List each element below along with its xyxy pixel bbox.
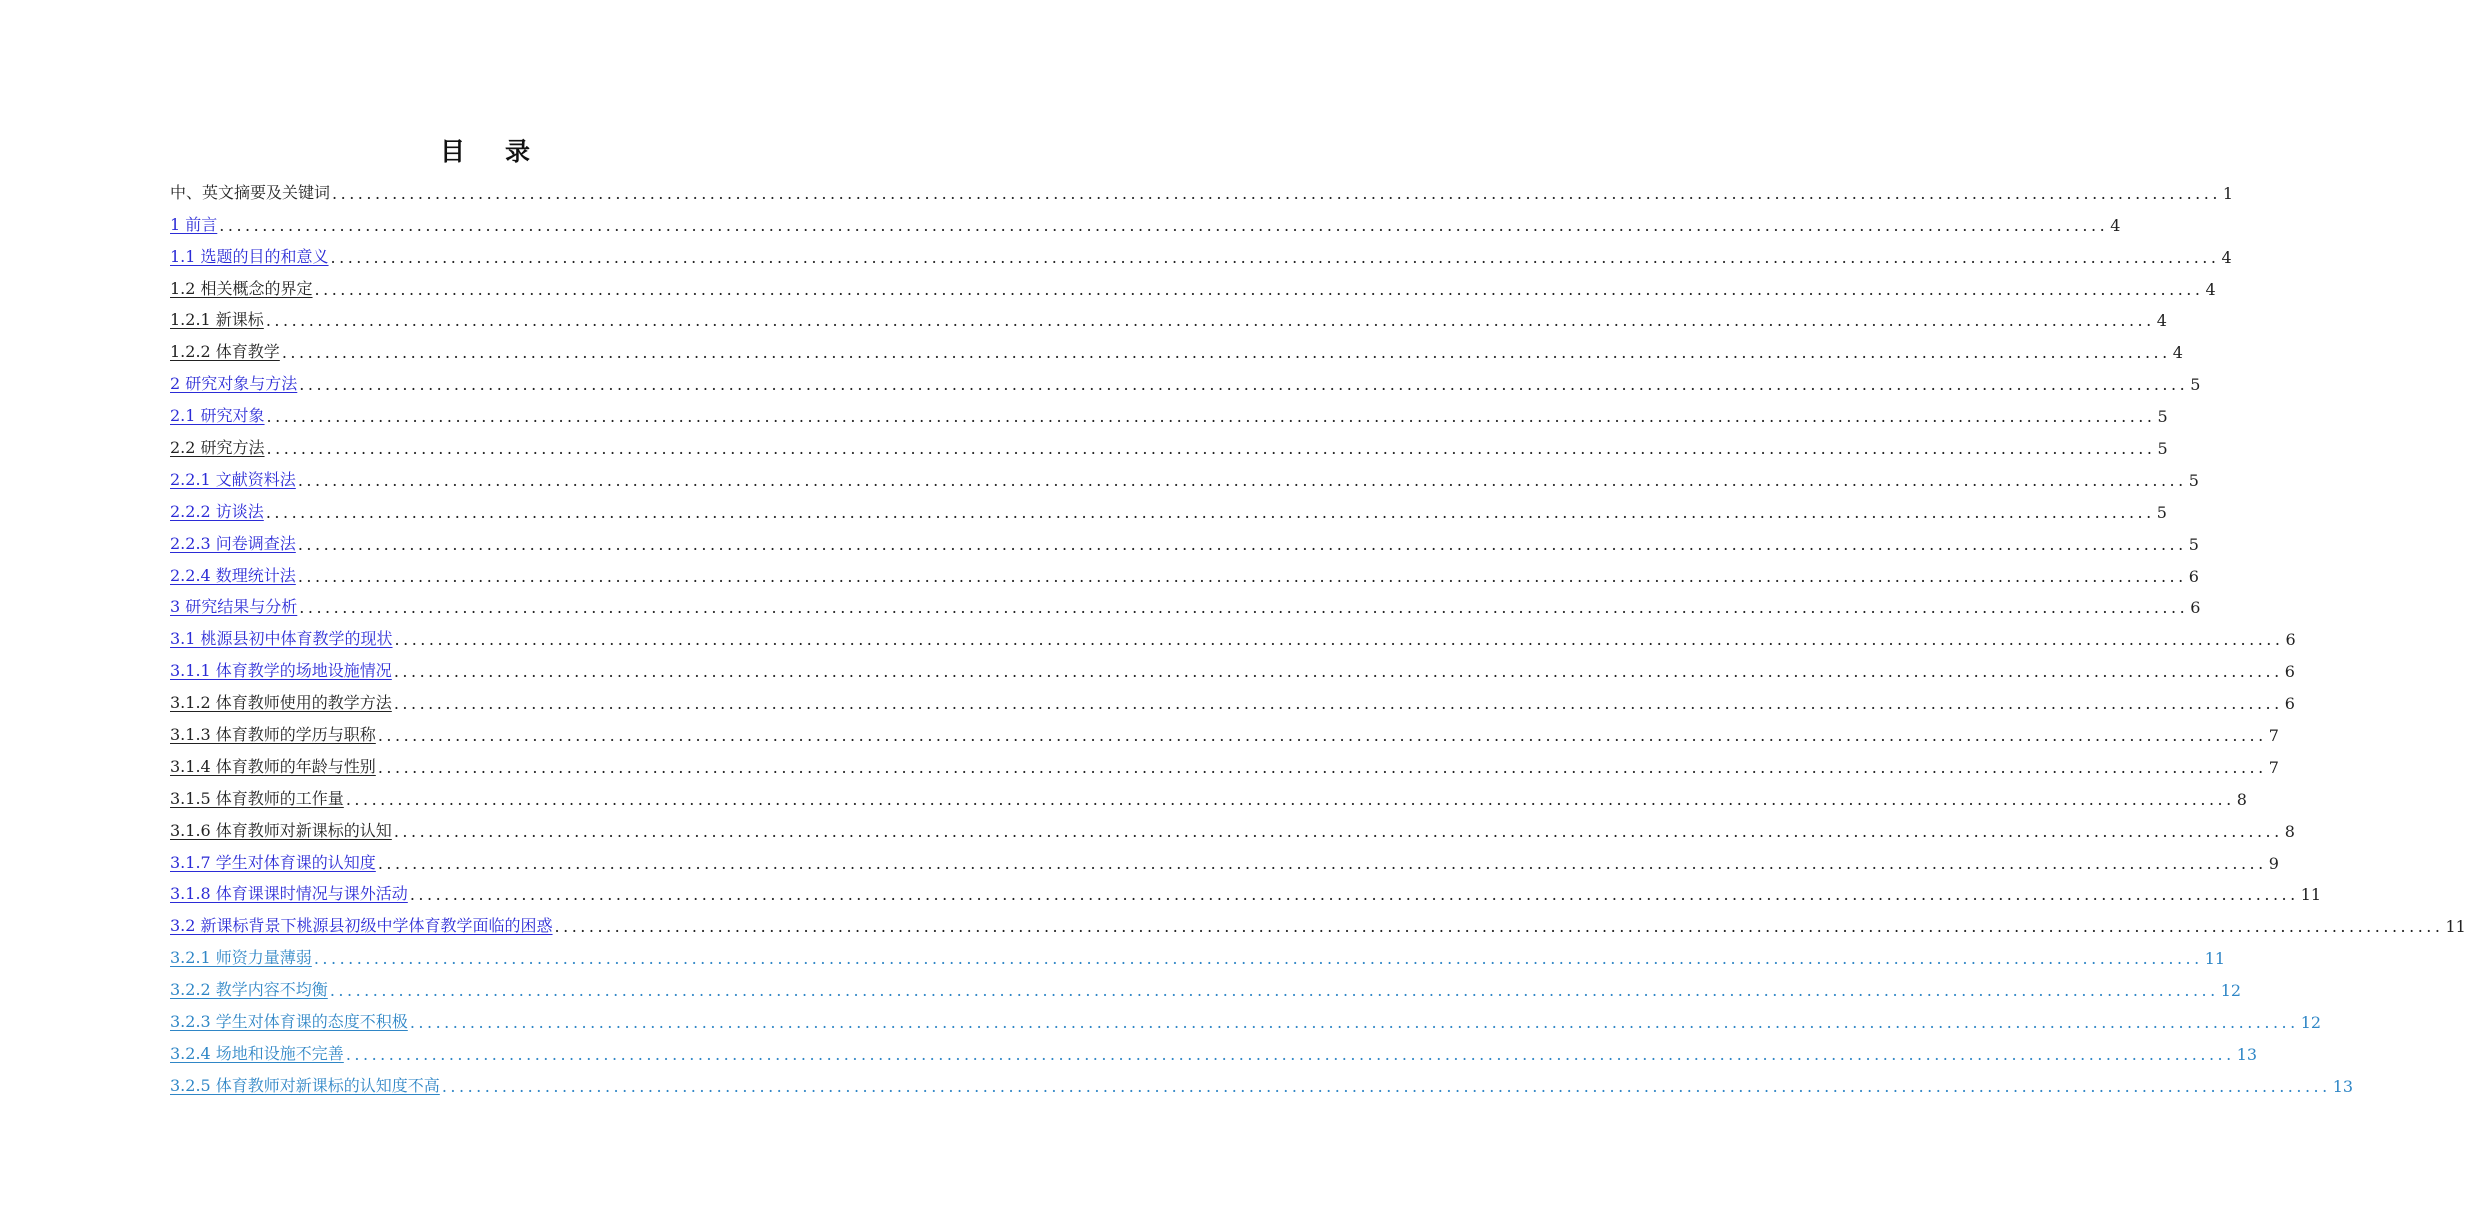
toc-entry-label[interactable]: 2.2.2 访谈法 <box>170 501 264 521</box>
toc-page-number: 6 <box>2285 630 2296 650</box>
toc-entry-label[interactable]: 2.2 研究方法 <box>170 438 265 458</box>
toc-page-number: 9 <box>2268 853 2279 873</box>
toc-entry-label: 中、英文摘要及关键词 <box>170 182 331 202</box>
toc-entry-label[interactable]: 3.1 桃源县初中体育教学的现状 <box>170 629 393 649</box>
toc-entry-label[interactable]: 1.2.2 体育教学 <box>170 342 280 362</box>
toc-dot-leader: ............................................................................................................................................................................................................................ <box>219 215 2109 235</box>
toc-entry-label[interactable]: 3 研究结果与分析 <box>170 597 298 617</box>
toc-entry-label[interactable]: 3.1.4 体育教师的年龄与性别 <box>170 756 376 776</box>
toc-entry[interactable] <box>170 1000 2322 1033</box>
toc-entry[interactable] <box>170 235 2232 267</box>
toc-page-number: 6 <box>2284 694 2295 714</box>
page-title: 目录 <box>439 137 570 166</box>
toc-page-number: 5 <box>2190 375 2201 395</box>
toc-page-number: 4 <box>2172 343 2183 363</box>
toc-page-number: 1 <box>2222 183 2234 203</box>
toc-dot-leader: ............................................................................................................................................................................................................................ <box>377 726 2267 746</box>
toc-entry[interactable] <box>170 299 2167 331</box>
toc-dot-leader: ............................................................................................................................................................................................................................ <box>330 247 2220 267</box>
toc-entry[interactable] <box>170 777 2247 809</box>
toc-page-number: 11 <box>2204 949 2226 969</box>
toc-page-number: 12 <box>2300 1013 2322 1033</box>
toc-dot-leader: ............................................................................................................................................................................................................................ <box>281 343 2171 363</box>
toc-entry-label[interactable]: 2 研究对象与方法 <box>170 374 298 394</box>
toc-entry-label[interactable]: 3.1.6 体育教师对新课标的认知 <box>170 820 392 840</box>
toc-dot-leader: ............................................................................................................................................................................................................................ <box>377 853 2267 873</box>
toc-entry[interactable] <box>170 745 2279 777</box>
toc-entry[interactable] <box>170 904 2466 937</box>
toc-entry[interactable] <box>170 649 2295 682</box>
toc-entry[interactable] <box>170 586 2201 618</box>
table-of-contents <box>170 171 2466 1096</box>
toc-entry-label[interactable]: 3.1.3 体育教师的学历与职称 <box>170 725 376 745</box>
toc-dot-leader: ............................................................................................................................................................................................................................ <box>313 949 2203 969</box>
toc-entry[interactable] <box>170 394 2168 427</box>
toc-page-number: 4 <box>2156 311 2167 331</box>
toc-entry[interactable] <box>170 713 2279 746</box>
toc-dot-leader: ............................................................................................................................................................................................................................ <box>393 694 2283 714</box>
toc-entry-label[interactable]: 1.1 选题的目的和意义 <box>170 246 329 266</box>
toc-page-number: 8 <box>2236 789 2247 809</box>
toc-entry-label[interactable]: 3.1.8 体育课课时情况与课外活动 <box>170 884 408 904</box>
toc-page-number: 6 <box>2190 598 2201 618</box>
toc-entry[interactable] <box>170 873 2322 905</box>
toc-entry-label[interactable]: 3.2.3 学生对体育课的态度不积极 <box>170 1012 408 1032</box>
toc-page-number: 5 <box>2188 534 2199 554</box>
toc-dot-leader: ............................................................................................................................................................................................................................ <box>299 598 2189 618</box>
toc-entry-label[interactable]: 3.1.1 体育教学的场地设施情况 <box>170 661 392 681</box>
toc-page-number: 13 <box>2236 1044 2258 1064</box>
toc-entry-label[interactable]: 3.2.4 场地和设施不完善 <box>170 1043 344 1063</box>
toc-dot-leader: ............................................................................................................................................................................................................................ <box>377 757 2267 777</box>
toc-page-number: 7 <box>2268 757 2279 777</box>
toc-entry-label[interactable]: 3.1.5 体育教师的工作量 <box>170 788 344 808</box>
toc-entry-label[interactable]: 2.2.4 数理统计法 <box>170 565 296 585</box>
toc-page-number: 8 <box>2284 821 2295 841</box>
toc-entry[interactable] <box>170 554 2199 586</box>
toc-entry-label[interactable]: 3.1.2 体育教师使用的教学方法 <box>170 693 392 713</box>
toc-dot-leader: ............................................................................................................................................................................................................................ <box>297 566 2187 586</box>
toc-entry-label[interactable]: 1.2.1 新课标 <box>170 310 264 330</box>
toc-dot-leader: ............................................................................................................................................................................................................................ <box>265 502 2155 522</box>
toc-page-number: 5 <box>2188 470 2199 490</box>
toc-dot-leader: ............................................................................................................................................................................................................................ <box>297 534 2187 554</box>
toc-page-number: 4 <box>2221 247 2232 267</box>
toc-dot-leader: ............................................................................................................................................................................................................................ <box>409 1013 2299 1033</box>
toc-entry-label[interactable]: 3.2 新课标背景下桃源县初级中学体育教学面临的困惑 <box>170 916 553 936</box>
toc-entry <box>170 171 2234 203</box>
toc-entry-label[interactable]: 3.1.7 学生对体育课的认知度 <box>170 852 376 872</box>
toc-entry[interactable] <box>170 809 2295 841</box>
toc-entry[interactable] <box>170 617 2296 650</box>
toc-page-number: 6 <box>2284 662 2295 682</box>
toc-entry[interactable] <box>170 681 2295 714</box>
toc-entry[interactable] <box>170 841 2279 873</box>
toc-entry[interactable] <box>170 1064 2354 1096</box>
toc-dot-leader: ............................................................................................................................................................................................................................ <box>329 981 2219 1001</box>
toc-dot-leader: ............................................................................................................................................................................................................................ <box>314 279 2204 299</box>
toc-page-number: 5 <box>2157 407 2168 427</box>
toc-dot-leader: ............................................................................................................................................................................................................................ <box>345 1044 2235 1064</box>
toc-dot-leader: ............................................................................................................................................................................................................................ <box>393 821 2283 841</box>
toc-dot-leader: ............................................................................................................................................................................................................................ <box>297 470 2187 490</box>
toc-page-number: 7 <box>2268 726 2279 746</box>
toc-entry[interactable] <box>170 522 2199 554</box>
toc-page-number: 5 <box>2157 439 2168 459</box>
toc-entry-label[interactable]: 1.2 相关概念的界定 <box>170 278 313 298</box>
toc-entry[interactable] <box>170 968 2242 1001</box>
toc-entry-label[interactable]: 2.2.3 问卷调查法 <box>170 533 296 553</box>
toc-entry-label[interactable]: 3.2.1 师资力量薄弱 <box>170 948 312 968</box>
toc-entry-label[interactable]: 3.2.2 教学内容不均衡 <box>170 980 328 1000</box>
toc-dot-leader: ............................................................................................................................................................................................................................ <box>265 311 2155 331</box>
toc-page-number: 5 <box>2156 502 2167 522</box>
toc-page-number: 12 <box>2220 981 2242 1001</box>
toc-entry[interactable] <box>170 426 2168 459</box>
toc-entry[interactable] <box>170 1032 2258 1064</box>
toc-page-number: 11 <box>2300 885 2322 905</box>
toc-entry-label[interactable]: 2.1 研究对象 <box>170 406 265 426</box>
toc-entry-label[interactable]: 3.2.5 体育教师对新课标的认知度不高 <box>170 1075 440 1095</box>
toc-entry[interactable] <box>170 330 2183 363</box>
toc-entry-label[interactable]: 1 前言 <box>170 214 218 234</box>
toc-dot-leader: ............................................................................................................................................................................................................................ <box>266 439 2156 459</box>
toc-page-number: 4 <box>2110 215 2121 235</box>
toc-dot-leader: ............................................................................................................................................................................................................................ <box>332 183 2221 203</box>
toc-dot-leader: ............................................................................................................................................................................................................................ <box>554 917 2444 937</box>
toc-entry[interactable] <box>170 458 2199 490</box>
toc-page-number: 13 <box>2332 1076 2354 1096</box>
toc-dot-leader: ............................................................................................................................................................................................................................ <box>409 885 2299 905</box>
toc-page-number: 6 <box>2188 566 2199 586</box>
toc-dot-leader: ............................................................................................................................................................................................................................ <box>441 1076 2331 1096</box>
toc-entry[interactable] <box>170 936 2226 969</box>
toc-entry[interactable] <box>170 203 2121 235</box>
toc-page-number: 4 <box>2205 279 2216 299</box>
toc-dot-leader: ............................................................................................................................................................................................................................ <box>393 662 2283 682</box>
toc-entry[interactable] <box>170 267 2216 299</box>
toc-dot-leader: ............................................................................................................................................................................................................................ <box>299 375 2189 395</box>
toc-page-number: 11 <box>2445 917 2466 937</box>
toc-entry[interactable] <box>170 490 2167 522</box>
toc-entry-label[interactable]: 2.2.1 文献资料法 <box>170 469 296 489</box>
toc-dot-leader: ............................................................................................................................................................................................................................ <box>394 630 2284 650</box>
toc-entry[interactable] <box>170 362 2201 395</box>
toc-dot-leader: ............................................................................................................................................................................................................................ <box>345 789 2235 809</box>
toc-dot-leader: ............................................................................................................................................................................................................................ <box>266 407 2156 427</box>
